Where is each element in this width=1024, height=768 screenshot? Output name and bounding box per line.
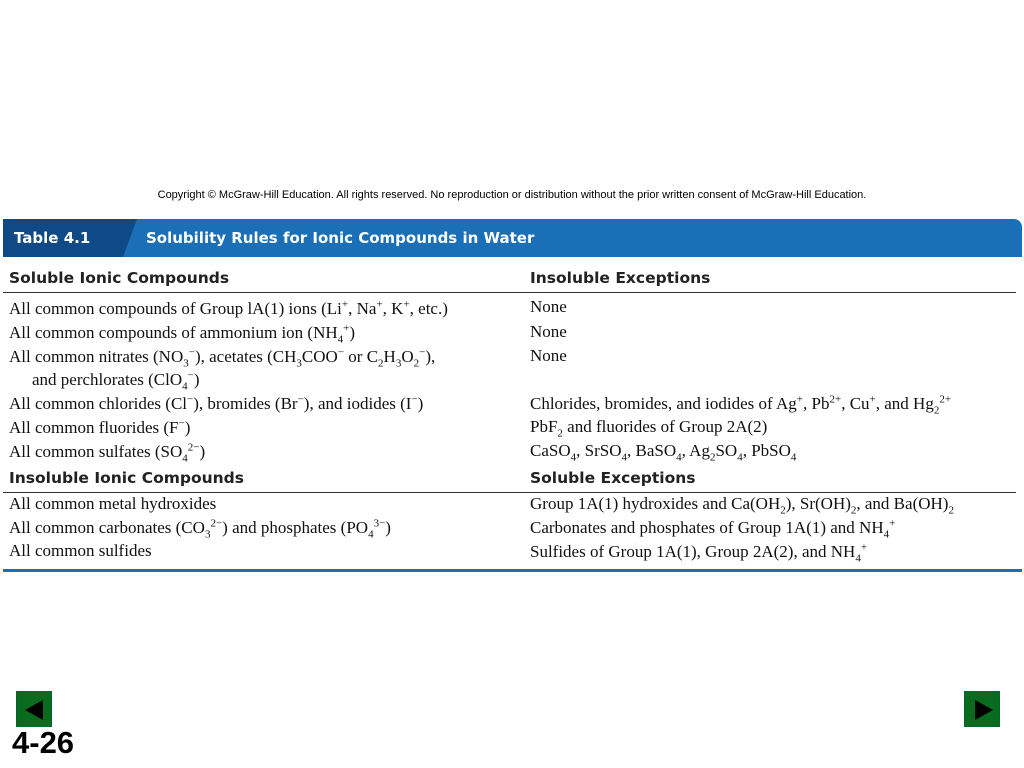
header-insoluble-exceptions: Insoluble Exceptions bbox=[530, 269, 711, 287]
header-rule bbox=[3, 292, 1016, 293]
soluble-row-2-right: None bbox=[530, 322, 567, 341]
soluble-row-3-left-cont: and perchlorates (ClO$_4$−) bbox=[32, 369, 200, 393]
soluble-row-6-left: All common sulfates $(SO_4^{2-})$ bbox=[9, 441, 206, 465]
insoluble-row-2-right: Carbonates and phosphates of Group 1A(1) and $NH_4^+$ bbox=[530, 517, 896, 541]
insoluble-row-1-left: All common metal hydroxides bbox=[9, 494, 217, 513]
triangle-left-icon bbox=[25, 700, 43, 720]
tab-notch bbox=[123, 219, 137, 257]
table-banner bbox=[3, 219, 1022, 257]
table-label: Table 4.1 bbox=[3, 219, 123, 257]
copyright-notice: Copyright © McGraw-Hill Education. All rights reserved. No reproduction or distribution without the prior written consent of McGraw-Hill Education. bbox=[157, 189, 867, 201]
insoluble-row-2-left: All common carbonates $(CO_3^{2-})$ and phosphates $(PO_4^{3-})$ bbox=[9, 517, 391, 541]
insoluble-row-3-right: Sulfides of Group 1A(1), Group 2A(2), and $NH_4^+$ bbox=[530, 541, 868, 565]
soluble-row-5-right: PbF$_2$ and fluorides of Group 2A(2) bbox=[530, 417, 768, 440]
soluble-row-3-left: All common nitrates $(NO_3^-)$, acetates ($CH_3COO^-$ or $C_2H_3O_2^-$), bbox=[9, 346, 436, 370]
table-bottom-rule bbox=[3, 569, 1022, 572]
soluble-row-4-right: Chlorides, bromides, and iodides of Ag+, $Pb^{2+}$, Cu+, and $Hg_2^{2+}$ bbox=[530, 393, 952, 417]
previous-slide-button[interactable] bbox=[16, 691, 52, 727]
section-rule bbox=[3, 492, 1016, 493]
soluble-row-1-left: All common compounds of Group lA(1) ions (Li+, Na+, K+, etc.) bbox=[9, 298, 448, 318]
header-insoluble-compounds: Insoluble Ionic Compounds bbox=[9, 469, 244, 487]
table-title: Solubility Rules for Ionic Compounds in Water bbox=[146, 229, 535, 247]
next-slide-button[interactable] bbox=[964, 691, 1000, 727]
soluble-row-6-right: CaSO$_4$, SrSO$_4$, BaSO$_4$, $Ag_2SO_4$, PbSO$_4$ bbox=[530, 441, 797, 464]
soluble-row-2-left: All common compounds of ammonium ion $(NH_4^+)$ bbox=[9, 322, 356, 346]
soluble-row-3-right: None bbox=[530, 346, 567, 365]
insoluble-row-3-left: All common sulfides bbox=[9, 541, 152, 560]
soluble-row-5-left: All common fluorides (F−) bbox=[9, 417, 191, 437]
insoluble-row-1-right: Group 1A(1) hydroxides and $Ca(OH_2)$, $Sr(OH)_2$, and $Ba(OH)_2$ bbox=[530, 494, 954, 517]
soluble-row-1-right: None bbox=[530, 297, 567, 316]
slide-number: 4-26 bbox=[12, 725, 75, 760]
soluble-row-4-left: All common chlorides (Cl−), bromides (Br−), and iodides (I−) bbox=[9, 393, 424, 413]
header-soluble-compounds: Soluble Ionic Compounds bbox=[9, 269, 230, 287]
header-soluble-exceptions: Soluble Exceptions bbox=[530, 469, 696, 487]
triangle-right-icon bbox=[975, 700, 993, 720]
